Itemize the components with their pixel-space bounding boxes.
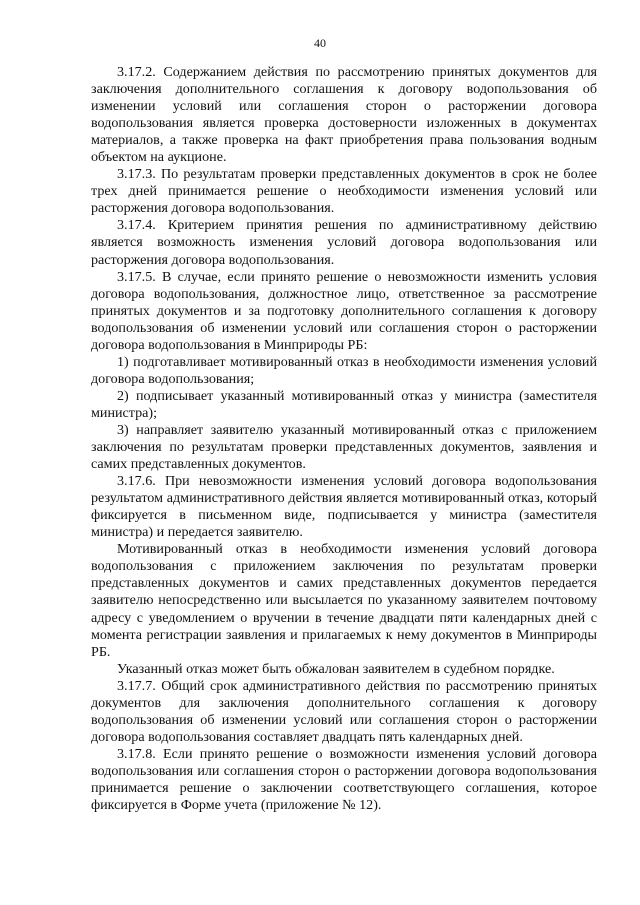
- paragraph-3-17-6: 3.17.6. При невозможности изменения условий договора водопользования результатом административного действия является мотивированный отказ, который фиксируется в письменном виде, подписывается у министра (заместителя министра) и передается заявителю.: [91, 473, 597, 541]
- paragraph-3-17-2: 3.17.2. Содержанием действия по рассмотрению принятых документов для заключения дополнительного соглашения к договору водопользования об изменении условий или соглашения сторон о расторжении договора водопользования является проверка достоверности изложенных в документах материалов, а также проверка на факт приобретения права пользования водным объектом на аукционе.: [91, 64, 597, 166]
- body-text: [91, 64, 597, 814]
- page-number: 40: [314, 36, 326, 50]
- paragraph-3-17-5: 3.17.5. В случае, если принято решение о невозможности изменить условия договора водопользования, должностное лицо, ответственное за рассмотрение принятых документов и за подготовку дополнительного соглашения к договору водопользования об изменении условий или соглашения сторон о расторжении договора водопользования в Минприроды РБ:: [91, 268, 597, 353]
- list-item-1: 1) подготавливает мотивированный отказ в необходимости изменения условий договора водопользования;: [91, 353, 597, 387]
- paragraph-3-17-3: 3.17.3. По результатам проверки представленных документов в срок не более трех дней принимается решение о необходимости изменения условий или расторжения договора водопользования.: [91, 166, 597, 217]
- list-item-3: 3) направляет заявителю указанный мотивированный отказ с приложением заключения по результатам проверки представленных документов, заявления и самих представленных документов.: [91, 421, 597, 473]
- paragraph-refusal-delivery: Мотивированный отказ в необходимости изменения условий договора водопользования с приложением заключения по результатам проверки представленных документов и самих представленных документов передается заявителю непосредственно или высылается по указанному заявителем почтовому адресу с уведомлением о вручении в течение двадцати пяти календарных дней с момента регистрации заявления и прилагаемых к нему документов в Минприроды РБ.: [91, 541, 597, 660]
- paragraph-3-17-8: 3.17.8. Если принято решение о возможности изменения условий договора водопользования или соглашения сторон о расторжении договора водопользования принимается решение о заключении соответствующего соглашения, которое фиксируется в Форме учета (приложение № 12).: [91, 745, 597, 814]
- paragraph-appeal: Указанный отказ может быть обжалован заявителем в судебном порядке.: [117, 660, 555, 677]
- paragraph-3-17-4: 3.17.4. Критерием принятия решения по административному действию является возможность изменения условий договора водопользования или расторжения договора водопользования.: [91, 217, 597, 268]
- list-item-2: 2) подписывает указанный мотивированный отказ у министра (заместителя министра);: [91, 387, 597, 421]
- paragraph-3-17-7: 3.17.7. Общий срок административного действия по рассмотрению принятых документов для заключения дополнительного соглашения к договору водопользования об изменении условий или соглашения сторон о расторжении договора водопользования составляет двадцать пять календарных дней.: [91, 677, 597, 745]
